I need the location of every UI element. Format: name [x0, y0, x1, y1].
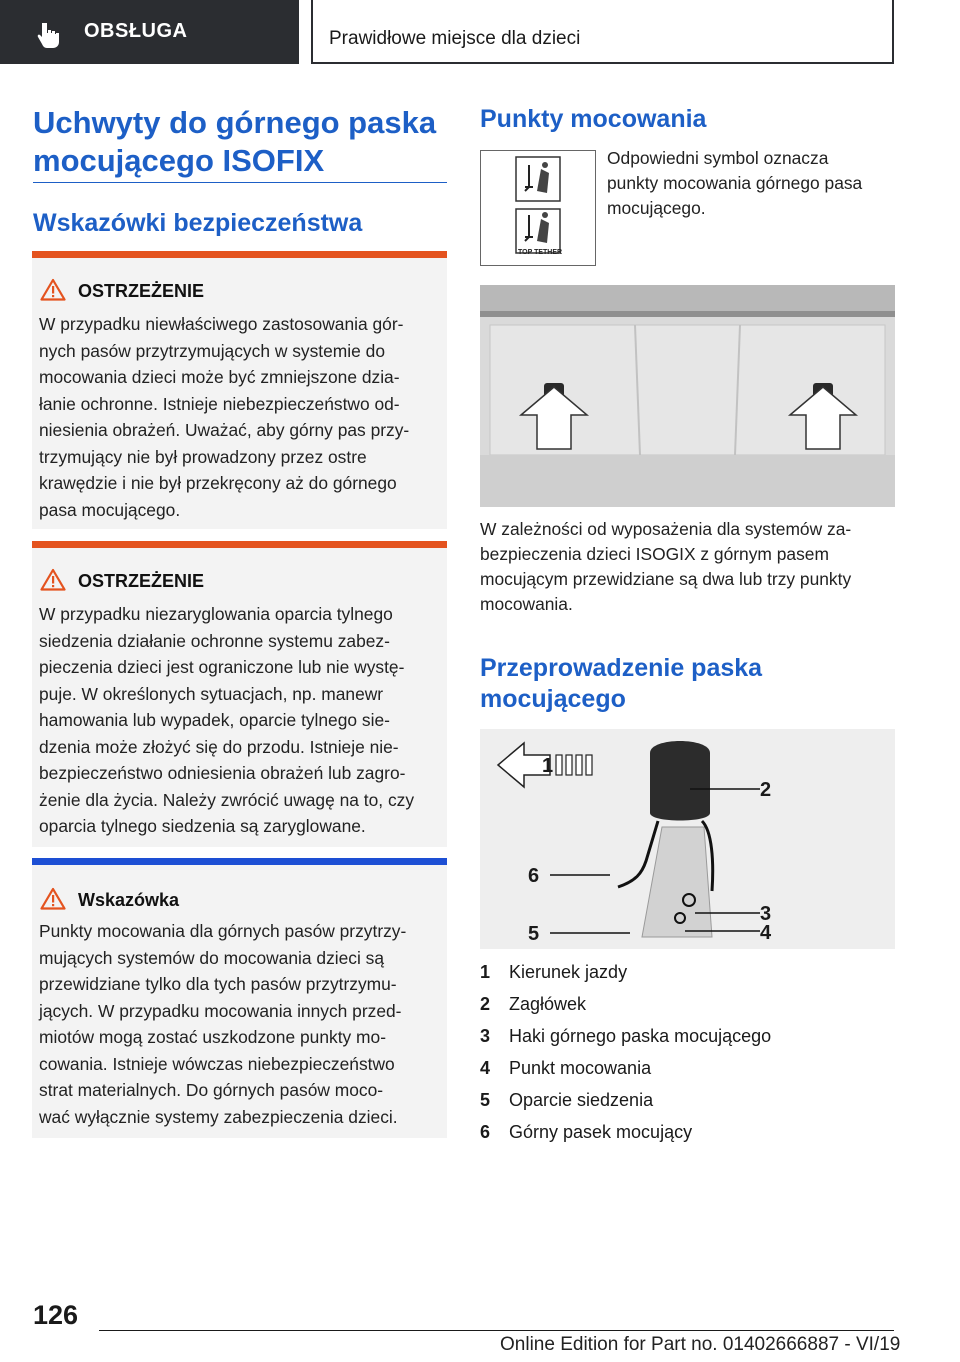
warning-bar [32, 541, 447, 548]
warning-text: W przypadku niewłaściwego zastosowania gór- nych pasów przytrzymujących w systemie do mocowania dzieci może być zmniejszone dzia- łanie ochronne. Istnieje niebezpieczeństwo od- niesienia obrażeń. Uważać, aby górny pas przy- trzymujący nie był prowadzony przez ostre krawędzie i nie był przekręcony aż do górnego pasa mocującego. [39, 314, 410, 520]
warning-title: OSTRZEŻENIE [78, 281, 205, 301]
list-item [480, 1122, 880, 1154]
list-item-label: Punkt mocowania [509, 1058, 652, 1078]
list-item [480, 994, 880, 1026]
note-text: Punkty mocowania dla górnych pasów przytrzy- mujących systemów do mocowania dzieci są przewidziane tylko dla tych pasów przytrzymu- jących. W przypadku mocowania innych przed- miotów mogą zostać uszkodzone punkty mo- cowania. Istnieje wówczas niebezpieczeństwo strat materialnych. Do górnych pasów moco- wać wyłącznie systemy zabezpieczenia dzieci. [39, 921, 407, 1127]
list-item-number: 6 [480, 1122, 491, 1142]
list-item-number: 1 [480, 962, 491, 982]
anchor-points-text: W zależności od wyposażenia dla systemów za- bezpieczenia dzieci ISOGIX z górnym pasem mocującym przewidziane są dwa lub trzy punkty mocowania. [480, 519, 852, 614]
note-bar [32, 858, 447, 865]
anchor-points-heading: Punkty mocowania [480, 105, 707, 133]
callout-5: 5 [528, 923, 540, 945]
page-number: 126 [33, 1300, 79, 1330]
warning-title: OSTRZEŻENIE [78, 571, 205, 591]
headrest-diagram [480, 729, 895, 949]
list-item [480, 1058, 880, 1090]
warning-text: W przypadku niezaryglowania oparcia tylnego siedzenia działanie ochronne systemu zabez- pieczenia dzieci jest ograniczone lub nie wystę- puje. W określonych sytuacjach, np. manewr hamowania lub wypadek, oparcie tylnego sie- dzenia może złożyć się do przodu. Istnieje nie- bezpieczeństwo odniesienia obrażeń lub zagro- żenie dla życia. Należy zwrócić uwagę na to, czy oparcia tylnego siedzenia są zaryglowane. [39, 604, 415, 836]
callout-3: 3 [760, 903, 772, 925]
list-item-label: Haki górnego paska mocującego [509, 1026, 772, 1046]
cargo-area-photo [480, 285, 895, 507]
footer-divider [99, 1330, 894, 1331]
callout-2: 2 [760, 779, 772, 801]
warning-triangle-icon [40, 278, 66, 301]
section-label: OBSŁUGA [84, 20, 188, 42]
routing-heading-line2: mocującego [480, 685, 626, 713]
warning-bar [32, 251, 447, 258]
warning-triangle-icon [40, 568, 66, 591]
routing-heading [480, 653, 762, 715]
page-title [33, 104, 453, 180]
list-item-number: 4 [480, 1058, 491, 1078]
page-title-line2: mocującego ISOFIX [33, 143, 325, 178]
list-item-number: 5 [480, 1090, 491, 1110]
callout-4: 4 [760, 922, 772, 944]
warning-box-2 [32, 541, 447, 847]
callout-6: 6 [528, 865, 540, 887]
breadcrumb [311, 0, 894, 64]
callout-1: 1 [542, 755, 554, 777]
list-item-label: Zagłówek [509, 994, 587, 1014]
symbol-description: Odpowiedni symbol oznacza punkty mocowania górnego pasa mocującego. [607, 148, 863, 218]
note-box [32, 858, 447, 1138]
routing-heading-line1: Przeprowadzenie paska [480, 654, 763, 682]
warning-box-1 [32, 251, 447, 529]
symbol-caption: TOP TETHER [518, 249, 563, 256]
list-item-label: Kierunek jazdy [509, 962, 628, 982]
top-tether-symbol [480, 150, 596, 266]
breadcrumb-label: Prawidłowe miejsce dla dzieci [329, 28, 581, 49]
section-tab [0, 0, 299, 64]
list-item-label: Górny pasek mocujący [509, 1122, 693, 1142]
list-item [480, 962, 880, 994]
note-title: Wskazówka [78, 890, 180, 910]
child-seat-anchor-icon [481, 151, 595, 265]
list-item [480, 1090, 880, 1122]
list-item [480, 1026, 880, 1058]
hand-pointer-icon [34, 20, 64, 50]
safety-subtitle: Wskazówki bezpieczeństwa [33, 209, 363, 237]
edition-footer: Online Edition for Part no. 01402666887 - VI/19 [500, 1334, 901, 1355]
page-title-line1: Uchwyty do górnego paska [33, 105, 437, 140]
list-item-number: 3 [480, 1026, 491, 1046]
warning-triangle-icon [40, 887, 66, 910]
list-item-number: 2 [480, 994, 491, 1014]
list-item-label: Oparcie siedzenia [509, 1090, 654, 1110]
title-divider [33, 182, 447, 183]
